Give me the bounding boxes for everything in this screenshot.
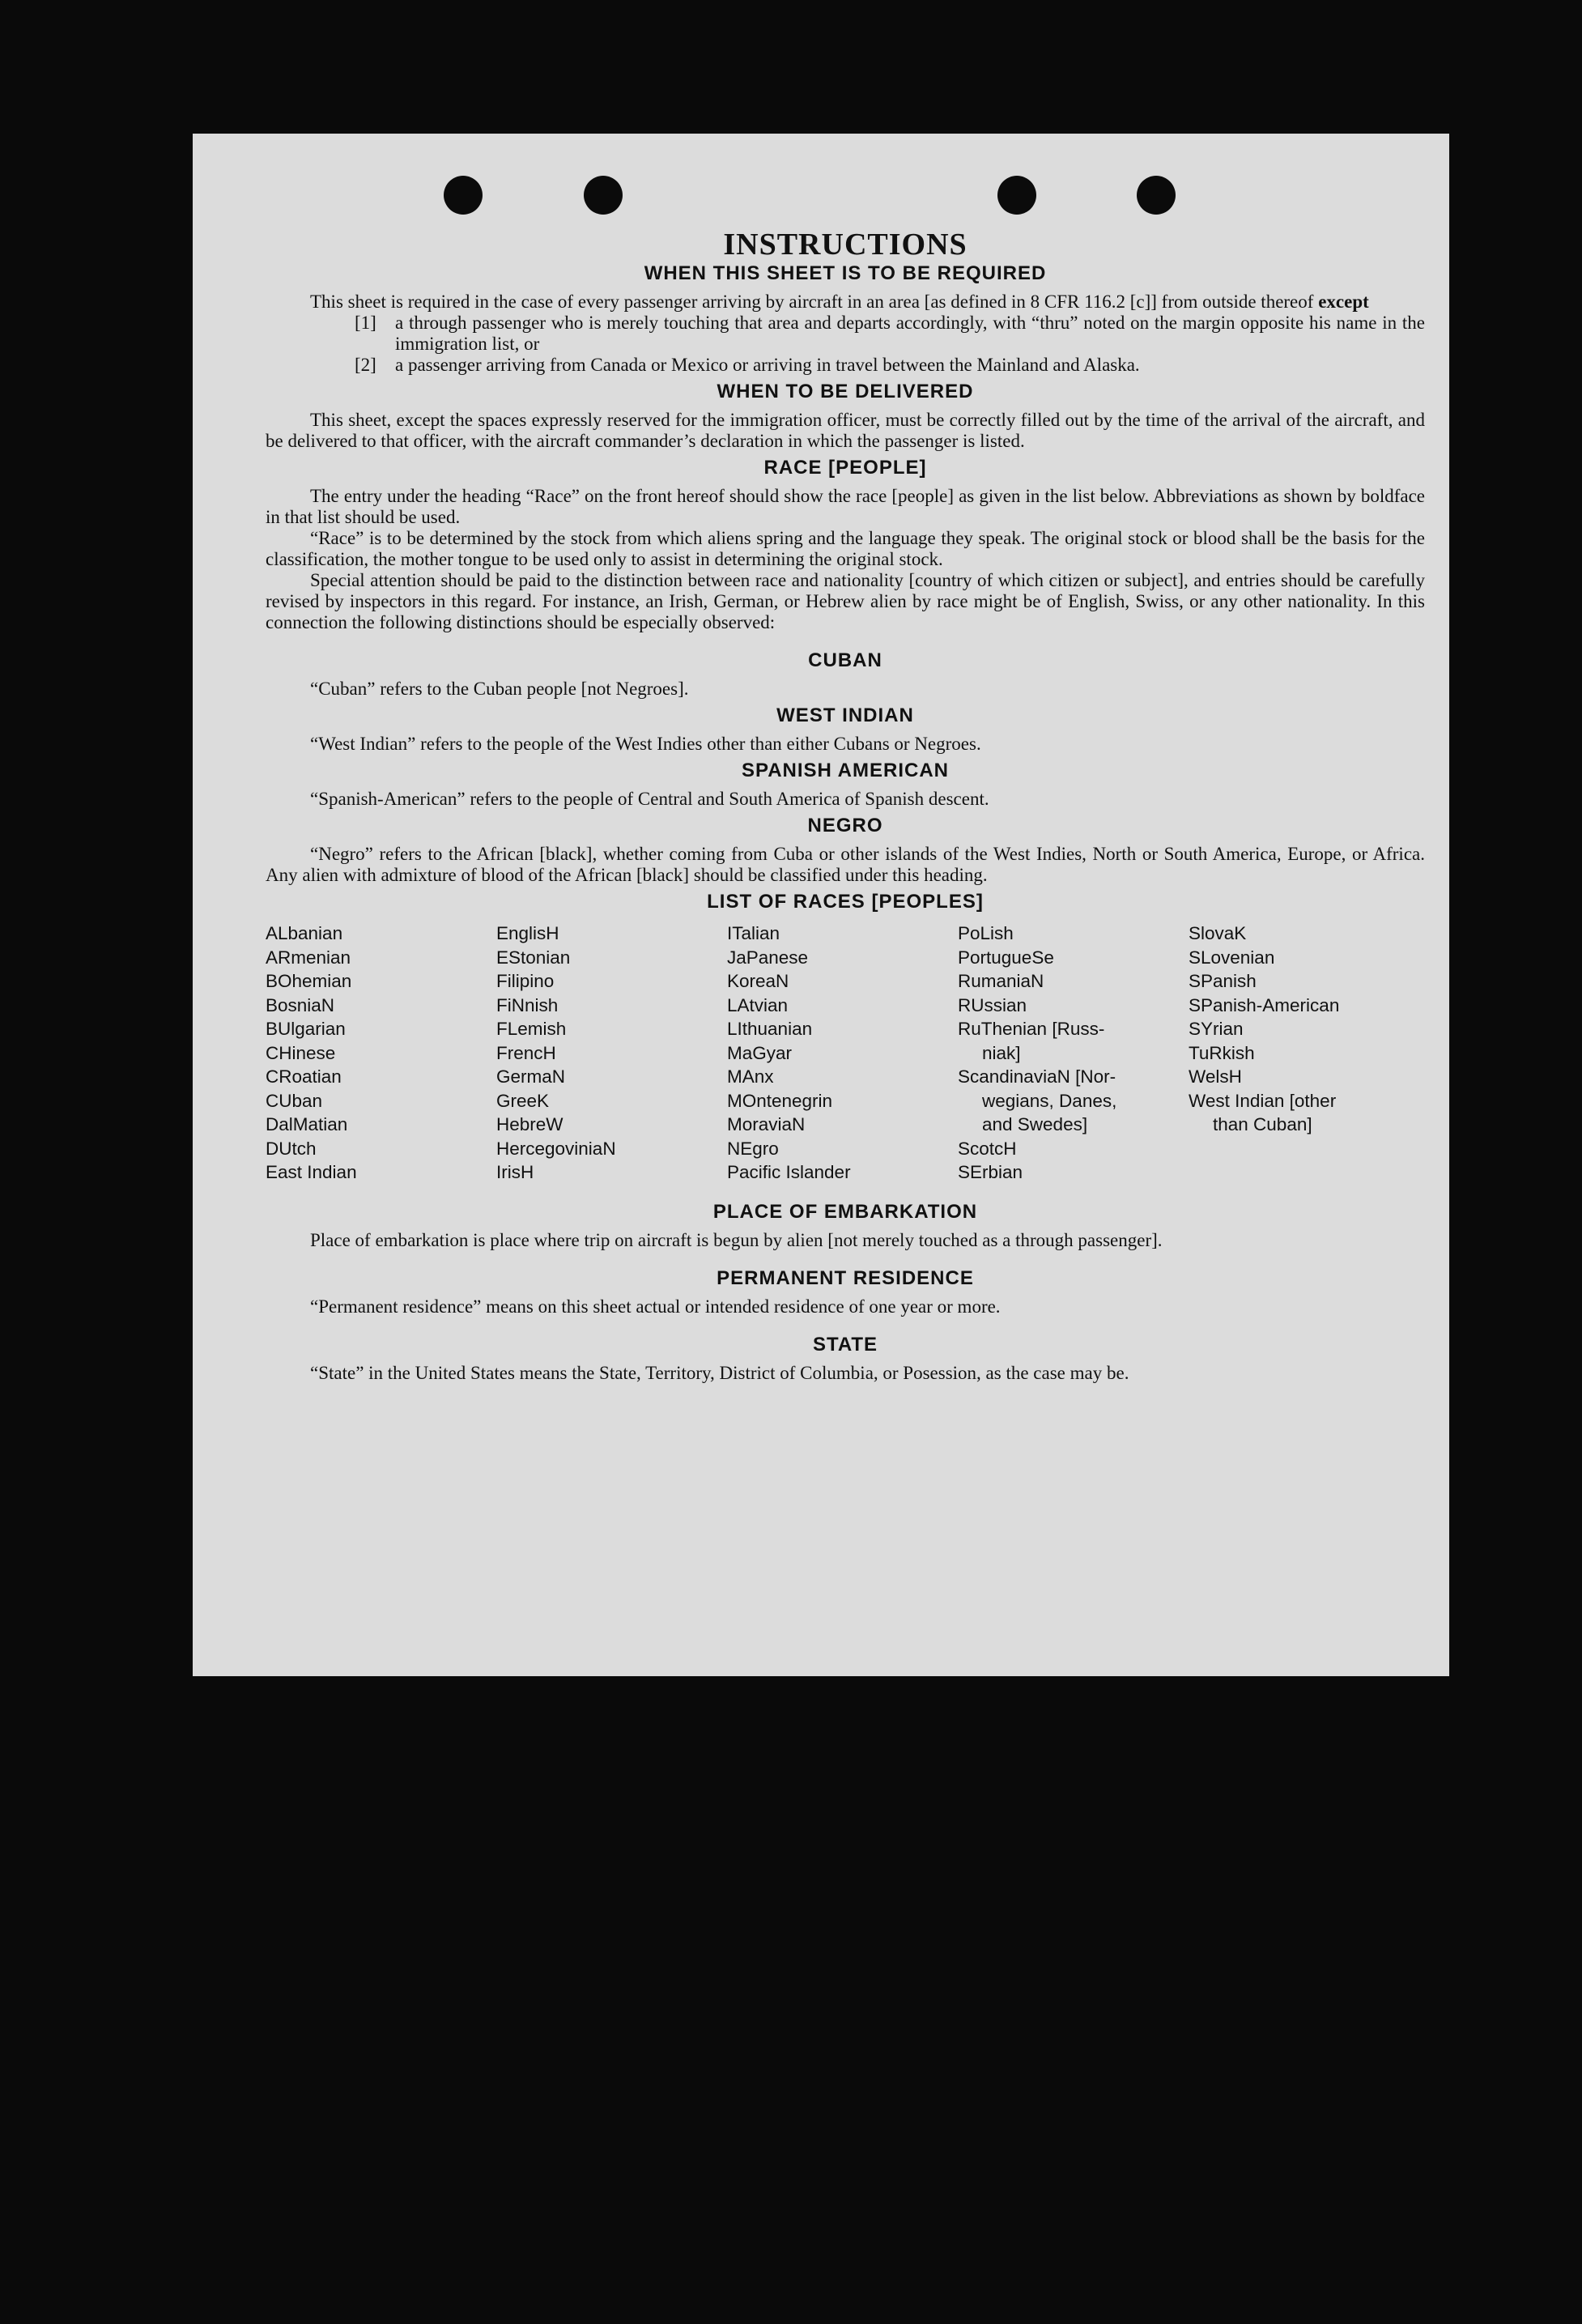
race-entry: EStonian [496, 947, 571, 968]
race-entry: RUssian [958, 994, 1027, 1015]
race-entry: BOhemian [266, 971, 352, 991]
race-entry: SlovaK [1189, 923, 1247, 943]
race-paragraph-1: The entry under the heading “Race” on the front hereof should show the race [people] as given in the list below. Abbreviations as shown by boldface in that list should be used. [266, 486, 1425, 527]
race-entry: Filipino [496, 971, 555, 991]
race-entry: RumaniaN [958, 971, 1044, 991]
when-delivered-heading: WHEN TO BE DELIVERED [717, 381, 974, 402]
race-entry: HercegoviniaN [496, 1138, 616, 1159]
races-column-1 [266, 922, 496, 1185]
spanish-american-heading: SPANISH AMERICAN [741, 760, 949, 781]
race-entry: FrencH [496, 1042, 556, 1063]
page-title: INSTRUCTIONS [723, 228, 967, 262]
document-sheet [193, 134, 1449, 1676]
race-entry: Pacific Islander [727, 1162, 851, 1182]
race-entry: MaGyar [727, 1042, 793, 1063]
race-entry: SYrian [1189, 1019, 1244, 1039]
punch-hole [584, 176, 623, 215]
race-entry: GermaN [496, 1066, 566, 1087]
races-column-4 [958, 922, 1189, 1185]
race-entry: SPanish-American [1189, 994, 1340, 1015]
races-column-3 [727, 922, 958, 1185]
cuban-text: “Cuban” refers to the Cuban people [not Negroes]. [310, 679, 689, 699]
except-keyword: except [1318, 292, 1369, 312]
race-entry: RuThenian [Russ- [958, 1019, 1105, 1039]
races-list [266, 922, 1425, 1185]
race-entry: PoLish [958, 923, 1014, 943]
cuban-heading: CUBAN [808, 649, 882, 671]
residence-heading: PERMANENT RESIDENCE [717, 1266, 974, 1289]
race-entry: HebreW [496, 1114, 563, 1134]
punch-hole [997, 176, 1036, 215]
race-entry: MAnx [727, 1066, 774, 1087]
race-entry: and Swedes] [982, 1114, 1088, 1134]
race-entry: ALbanian [266, 923, 343, 943]
race-entry: SLovenian [1189, 947, 1275, 968]
race-entry: KoreaN [727, 971, 789, 991]
race-entry: than Cuban] [1213, 1114, 1312, 1134]
race-entry: ScotcH [958, 1138, 1017, 1159]
west-indian-text: “West Indian” refers to the people of the West Indies other than either Cubans or Negroes. [310, 734, 981, 754]
race-entry: East Indian [266, 1162, 357, 1182]
race-entry: ITalian [727, 923, 780, 943]
exception-item: [1] a through passenger who is merely touching that area and departs accordingly, with “thru” noted on the margin opposite his name in the immigration list, or [355, 313, 1425, 354]
race-entry: MoraviaN [727, 1114, 806, 1134]
race-entry: JaPanese [727, 947, 809, 968]
race-entry: PortugueSe [958, 947, 1054, 968]
race-entry: IrisH [496, 1162, 534, 1182]
negro-text: “Negro” refers to the African [black], whether coming from Cuba or other islands of the West Indies, North or South America, Europe, or Africa. Any alien with admixture of blood of the African [black] should be classified under this heading. [266, 844, 1425, 885]
race-entry: TuRkish [1189, 1042, 1255, 1063]
races-column-5 [1189, 922, 1419, 1185]
race-entry: niak] [982, 1042, 1021, 1063]
race-entry: CHinese [266, 1042, 336, 1063]
when-delivered-text: This sheet, except the spaces expressly reserved for the immigration officer, must be correctly filled out by the time of the arrival of the aircraft, and be delivered to that officer, with the aircraft commander’s declaration in which the passenger is listed. [266, 410, 1425, 451]
race-entry: GreeK [496, 1090, 550, 1111]
when-required-intro: This sheet is required in the case of every passenger arriving by aircraft in an area [as defined in 8 CFR 116.2 [c]] from outside thereof except [310, 292, 1369, 312]
race-entry: ARmenian [266, 947, 351, 968]
punch-hole [1137, 176, 1176, 215]
west-indian-heading: WEST INDIAN [776, 704, 914, 726]
state-text: “State” in the United States means the State, Territory, District of Columbia, or Posession, as the case may be. [310, 1362, 1129, 1383]
race-entry: DUtch [266, 1138, 317, 1159]
race-entry: LAtvian [727, 994, 789, 1015]
race-entry: FiNnish [496, 994, 559, 1015]
race-entry: SErbian [958, 1162, 1023, 1182]
race-entry: LIthuanian [727, 1019, 813, 1039]
exception-item: [2] a passenger arriving from Canada or Mexico or arriving in travel between the Mainland and Alaska. [355, 355, 1140, 375]
embarkation-text: Place of embarkation is place where trip on aircraft is begun by alien [not merely touched as a through passenger]. [310, 1229, 1163, 1250]
race-entry: BUlgarian [266, 1019, 346, 1039]
race-entry: wegians, Danes, [982, 1090, 1117, 1111]
race-entry: NEgro [727, 1138, 779, 1159]
when-required-heading: WHEN THIS SHEET IS TO BE REQUIRED [644, 262, 1047, 284]
residence-text: “Permanent residence” means on this sheet actual or intended residence of one year or more. [310, 1296, 1001, 1317]
race-paragraph-2: “Race” is to be determined by the stock from which aliens spring and the language they speak. The original stock or blood shall be the basis for the classification, the mother tongue to be used only to assist in determining the original stock. [266, 528, 1425, 569]
race-entry: EnglisH [496, 923, 559, 943]
race-entry: MOntenegrin [727, 1090, 833, 1111]
race-entry: BosniaN [266, 994, 335, 1015]
spanish-american-text: “Spanish-American” refers to the people of Central and South America of Spanish descent. [310, 789, 989, 809]
race-entry: West Indian [other [1189, 1090, 1337, 1111]
race-entry: FLemish [496, 1019, 567, 1039]
embarkation-heading: PLACE OF EMBARKATION [712, 1200, 978, 1223]
race-entry: SPanish [1189, 971, 1257, 991]
race-entry: CUban [266, 1090, 323, 1111]
races-column-2 [496, 922, 727, 1185]
race-entry: DalMatian [266, 1114, 348, 1134]
race-entry: WelsH [1189, 1066, 1242, 1087]
race-heading: RACE [PEOPLE] [763, 457, 927, 479]
punch-hole [444, 176, 483, 215]
negro-heading: NEGRO [807, 815, 883, 836]
race-paragraph-3: Special attention should be paid to the distinction between race and nationality [country of which citizen or subject], and entries should be carefully revised by inspectors in this regard. For instance, an Irish, German, or Hebrew alien by race might be of English, Swiss, or any other nationality. In this connection the following distinctions should be especially observed: [266, 570, 1425, 632]
races-list-heading: LIST OF RACES [PEOPLES] [707, 891, 984, 913]
race-entry: CRoatian [266, 1066, 342, 1087]
instructions-content [266, 227, 1425, 1384]
state-heading: STATE [812, 1333, 878, 1356]
race-entry: ScandinaviaN [Nor- [958, 1066, 1116, 1087]
